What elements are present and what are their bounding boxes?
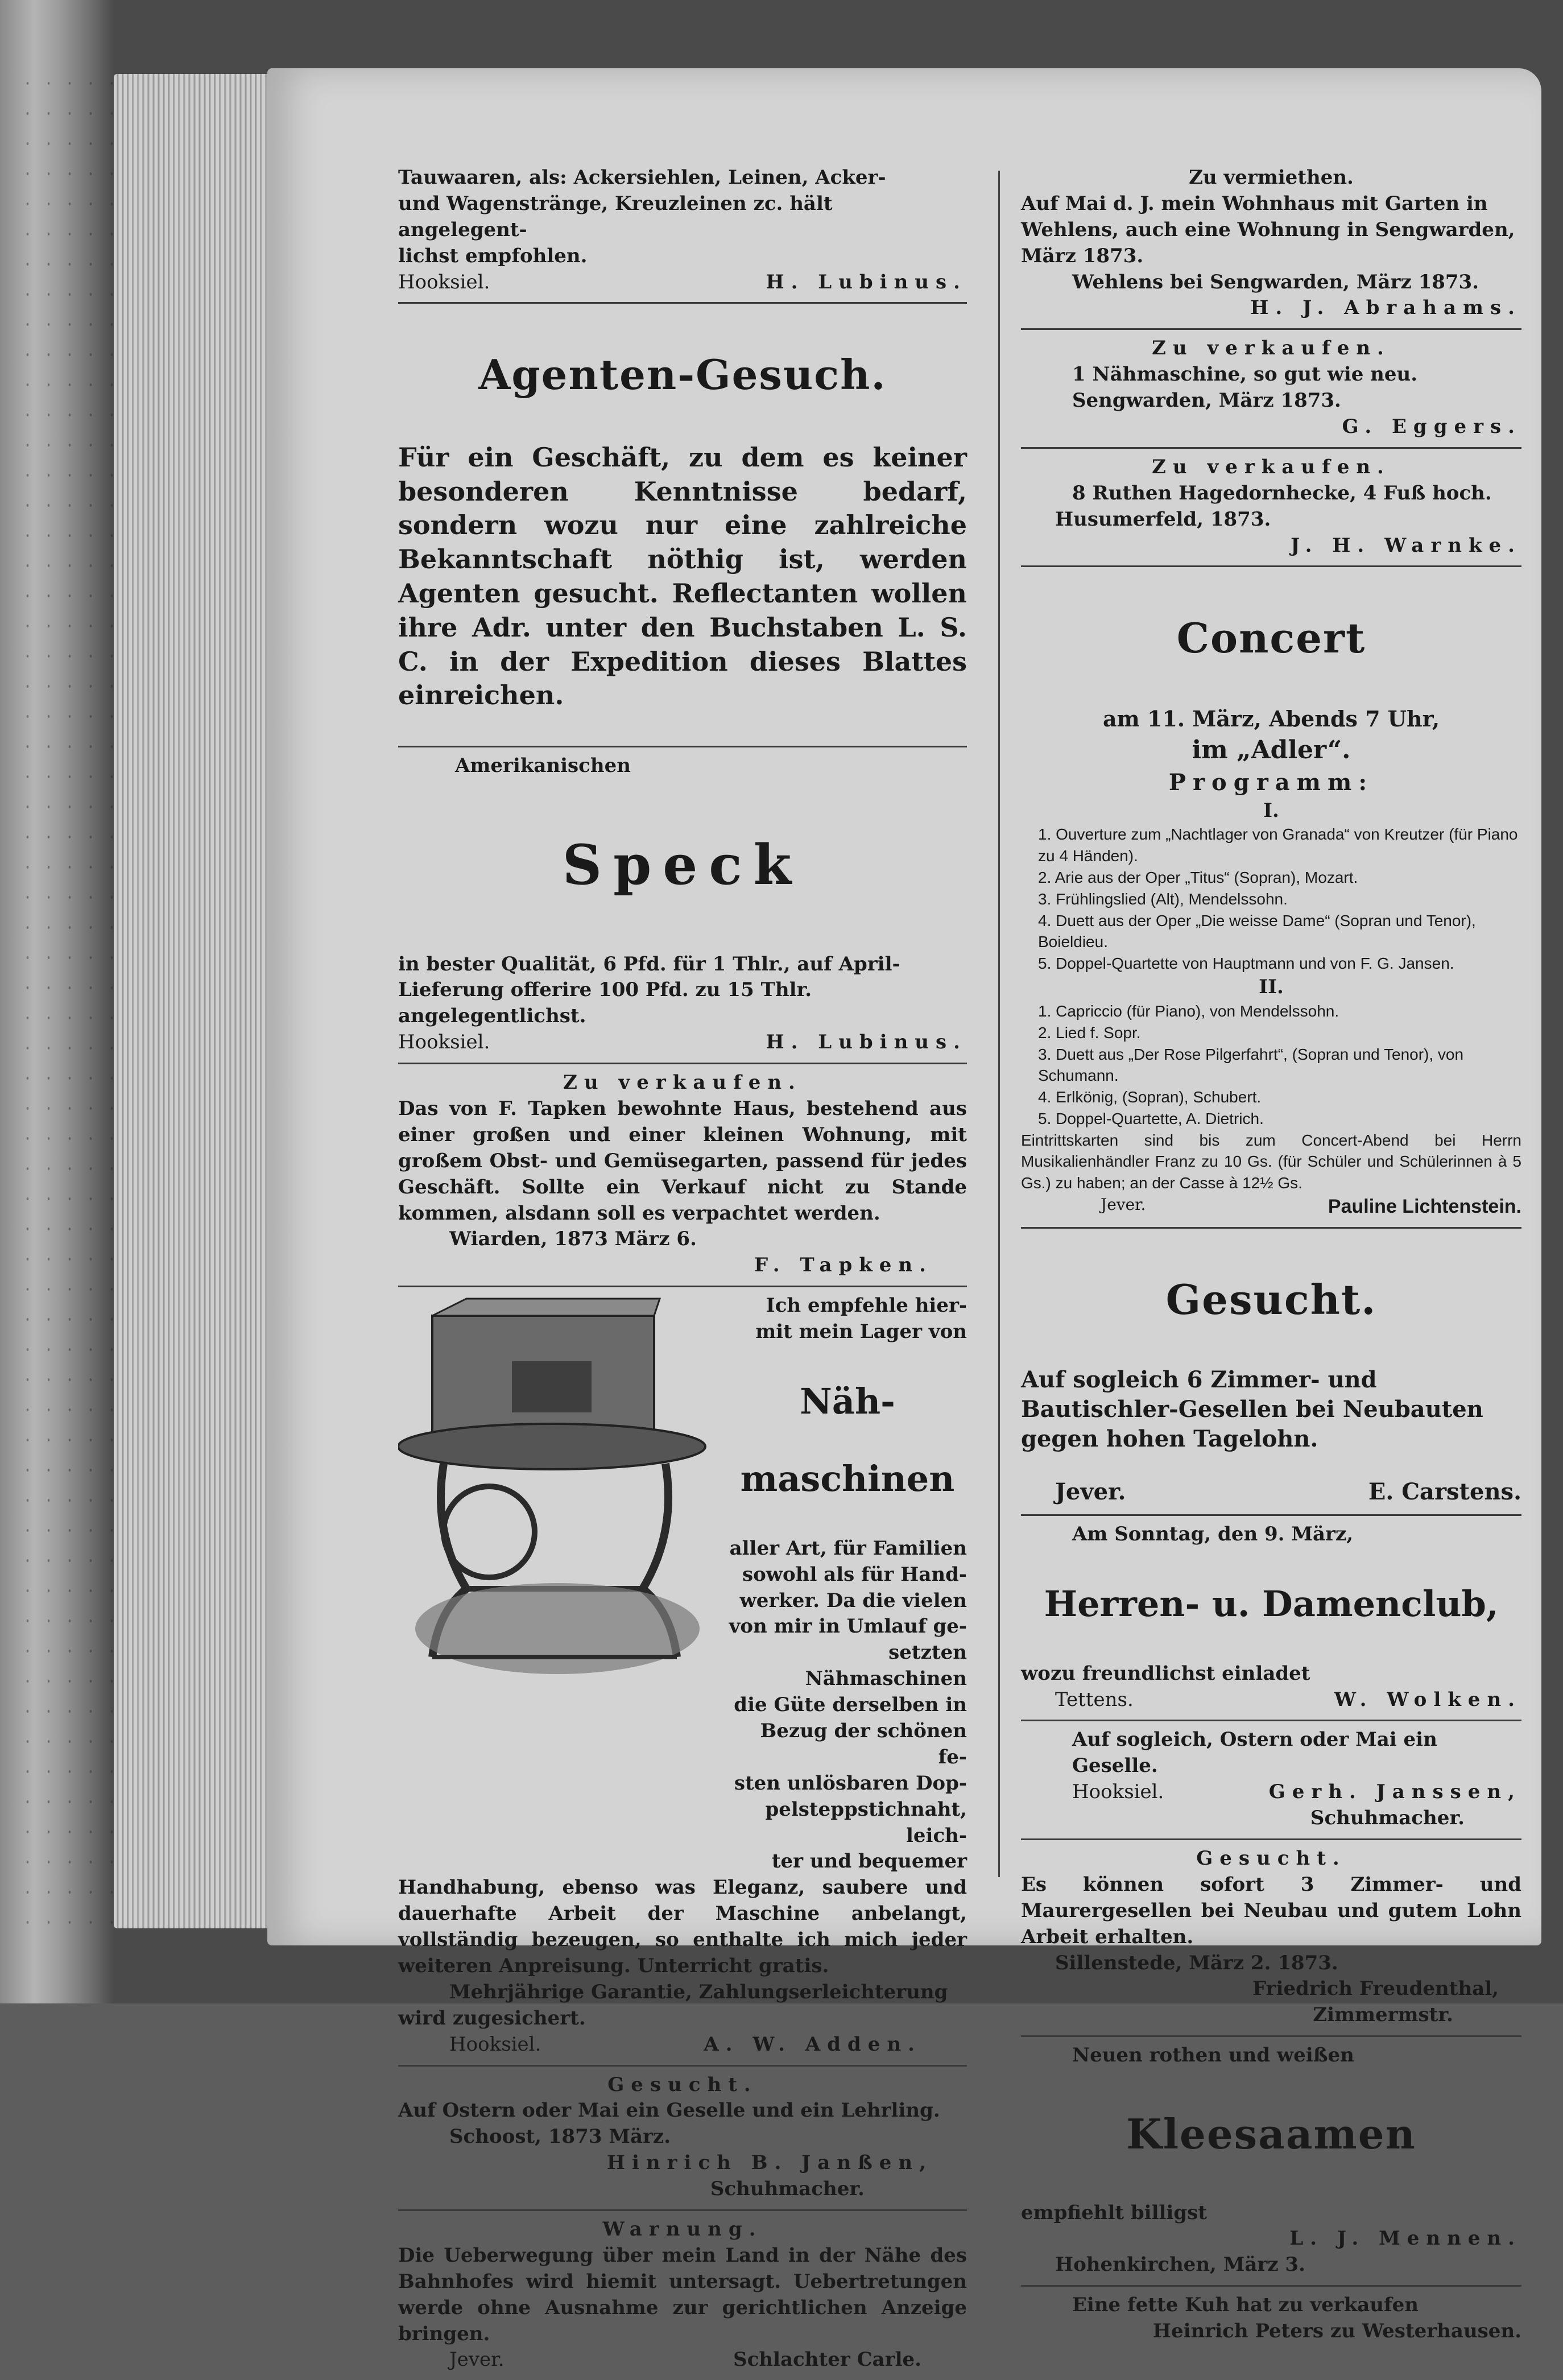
concert-venue: im „Adler“. (1192, 736, 1351, 765)
ad-body: Für ein Geschäft, zu dem es keiner besonderen Kenntnisse bedarf, sondern wozu nur eine zahlreiche Bekanntschaft nöthig ist, werden Agenten gesucht. Reflectanten wollen ihre Adr. unter den Buchstaben L. S. C. in der Expedition dieses Blattes einreichen. (398, 441, 967, 711)
ad-intro: Amerikanischen (455, 754, 631, 778)
ad-line: ter und bequemer (771, 1850, 967, 1873)
ad-vermiethen (1021, 159, 1521, 330)
ad-line: pelsteppstichnaht, leich- (765, 1798, 967, 1847)
programm-item: 5. Doppel-Quartette, A. Dietrich. (1038, 1109, 1264, 1127)
programm-list (1021, 824, 1521, 974)
ad-line: wozu freundlichst einladet (1021, 1662, 1310, 1685)
dateline: Hohenkirchen, März 3. (1055, 2253, 1305, 2276)
advertiser-name: F. Tapken. (754, 1254, 933, 1277)
advertiser-name: Friedrich Freudenthal, (1252, 1977, 1499, 2001)
trade: Schuhmacher. (1310, 1807, 1465, 1830)
ad-body: Es können sofort 3 Zimmer- und Maurergesellen bei Neubau und gutem Lohn Arbeit erhalten. (1021, 1873, 1521, 1948)
ad-gesucht-geselle (398, 2067, 967, 2211)
page-stack-edges (114, 74, 279, 1928)
ad-title: Kleesaamen (1126, 2110, 1416, 2159)
advertiser-name: A. W. Adden. (704, 2032, 921, 2056)
ad-body: 1 Nähmaschine, so gut wie neu. (1072, 363, 1418, 386)
ad-heading: Zu verkaufen. (563, 1071, 802, 1094)
place: Jever. (449, 2348, 505, 2371)
ad-line: Lieferung offerire 100 Pfd. zu 15 Thlr. angelegentlichst. (398, 978, 812, 1028)
left-column (398, 159, 967, 2380)
programm-part: II. (1259, 976, 1284, 999)
ad-intro: Ich empfehle hier- (766, 1294, 967, 1317)
place: Hooksiel. (398, 1031, 490, 1054)
advertiser-name: E. Carstens. (1368, 1478, 1521, 1506)
signature-row (398, 2032, 967, 2058)
advertiser-name: L. J. Mennen. (1289, 2227, 1521, 2250)
programm-item: 2. Arie aus der Oper „Titus“ (Sopran), Mozart. (1038, 869, 1358, 887)
ad-line: Bezug der schönen fe- (760, 1719, 967, 1769)
advertiser-name: H. Lubinus. (766, 270, 967, 294)
ad-body: Auf Mai d. J. mein Wohnhaus mit Garten in Wehlens, auch eine Wohnung in Sengwarden, März 1873. (1021, 192, 1515, 267)
ad-schuhmacher (1021, 1721, 1521, 1840)
ad-heading: Zu vermiethen. (1189, 166, 1354, 189)
ad-line: in bester Qualität, 6 Pfd. für 1 Thlr., auf April- (398, 952, 900, 976)
ad-damenclub (1021, 1516, 1521, 1721)
ad-title: Speck (562, 833, 803, 898)
signature-row (398, 270, 967, 296)
ad-agenten-gesuch (398, 304, 967, 747)
place: Jever. (1101, 1195, 1146, 1214)
ad-tauwaaren (398, 159, 967, 304)
ad-verkaufen-haus (398, 1064, 967, 1287)
place: Jever. (1055, 1478, 1126, 1506)
ad-body: Auf sogleich 6 Zimmer- und Bautischler-Gesellen bei Neubauten gegen hohen Tagelohn. (1021, 1366, 1483, 1453)
dateline: Husumerfeld, 1873. (1055, 507, 1271, 531)
programm-item: 3. Duett aus „Der Rose Pilgerfahrt“, (Sopran und Tenor), von Schumann. (1038, 1045, 1464, 1085)
signature-row (398, 1030, 967, 1056)
signature-row (1021, 1477, 1521, 1507)
dateline: Wiarden, 1873 März 6. (449, 1228, 697, 1251)
advertiser-name: Pauline Lichtenstein. (1328, 1196, 1521, 1218)
ad-line: werker. Da die vielen (739, 1589, 967, 1612)
advertiser-name: W. Wolken. (1334, 1688, 1521, 1711)
place: Hooksiel. (1072, 1780, 1164, 1804)
ad-heading: Warnung. (602, 2218, 763, 2241)
ad-body: 8 Ruthen Hagedornhecke, 4 Fuß hoch. (1072, 481, 1492, 505)
ad-title: Gesucht. (1165, 1275, 1377, 1324)
ad-kleesaamen (1021, 2037, 1521, 2287)
ad-intro: Neuen rothen und weißen (1072, 2044, 1354, 2067)
programm-item: 4. Duett aus der Oper „Die weisse Dame“ (Sopran und Tenor), Boieldieu. (1038, 911, 1476, 951)
tauwaaren-line: Tauwaaren, als: Ackersiehlen, Leinen, Acker- (398, 166, 886, 189)
signature-row (398, 2347, 967, 2373)
ad-body: Eine fette Kuh hat zu verkaufen (1072, 2294, 1419, 2317)
sewing-machine-illustration (398, 1293, 717, 1680)
ad-line: setzten Nähmaschinen (805, 1641, 967, 1691)
advertiser-name: Schlachter Carle. (733, 2348, 921, 2371)
place: Hooksiel. (449, 2032, 541, 2056)
dateline: Schoost, 1873 März. (449, 2125, 671, 2148)
programm-part: I. (1263, 799, 1279, 822)
place: Tettens. (1055, 1688, 1134, 1711)
dateline: Am Sonntag, den 9. März, (1072, 1523, 1354, 1546)
place: Hooksiel. (398, 270, 490, 294)
programm-item: 1. Capriccio (für Piano), von Mendelssohn. (1038, 1002, 1339, 1020)
ad-line: wird zugesichert. (398, 2006, 586, 2030)
programm-item: 3. Frühlingslied (Alt), Mendelssohn. (1038, 890, 1288, 908)
ad-title: Näh- (800, 1380, 895, 1422)
ad-line: sowohl als für Hand- (742, 1563, 967, 1586)
ad-body: Die Ueberwegung über mein Land in der Nähe des Bahnhofes wird hiemit untersagt. Uebertretungen werde ohne Ausnahme zur gerichtlichen Anzeige bringen. (398, 2243, 967, 2345)
tauwaaren-line: und Wagenstränge, Kreuzleinen zc. hält angelegent- (398, 192, 833, 241)
ad-line: die Güte derselben in (734, 1693, 967, 1717)
right-column (1021, 159, 1521, 2352)
trade: Schuhmacher. (710, 2177, 865, 2201)
ad-line: empfiehlt billigst (1021, 2201, 1207, 2224)
ad-gesucht-maurer (1021, 1840, 1521, 2037)
ad-body: Auf Ostern oder Mai ein Geselle und ein Lehrling. (398, 2099, 940, 2122)
advertiser-name: G. Eggers. (1342, 415, 1521, 439)
ad-title: maschinen (740, 1458, 955, 1500)
advertiser-name: J. H. Warnke. (1291, 534, 1521, 557)
machine-ad-layout (398, 1293, 967, 1875)
ad-body: Das von F. Tapken bewohnte Haus, bestehend aus einer großen und einer kleinen Wohnung, mit großem Obst- und Gemüsegarten, passend für jedes Geschäft. Sollte ein Verkauf nicht zu Stande kommen, alsdann soll es verpachtet werden. (398, 1097, 967, 1225)
ad-line: Mehrjährige Garantie, Zahlungserleichterung (449, 1980, 948, 2003)
tauwaaren-line: lichst empfohlen. (398, 244, 588, 267)
ad-line: aller Art, für Familien (729, 1536, 967, 1560)
dateline: Sengwarden, März 1873. (1072, 389, 1341, 412)
ad-heading: Gesucht. (607, 2073, 758, 2096)
ad-verkaufen-hecke (1021, 449, 1521, 568)
trade: Zimmermstr. (1313, 2003, 1453, 2027)
ad-title: Concert (1176, 614, 1366, 663)
column-divider (998, 171, 1000, 1877)
advertiser-name: Gerh. Janssen, (1268, 1780, 1521, 1804)
machine-side-text (728, 1293, 967, 1875)
ad-speck (398, 747, 967, 1064)
programm-heading: Programm: (1168, 768, 1374, 796)
programm-item: 4. Erlkönig, (Sopran), Schubert. (1038, 1088, 1262, 1106)
ad-verkaufen-naehmaschine (1021, 330, 1521, 449)
ad-naehmaschinen (398, 1287, 967, 2066)
ad-line: von mir in Umlauf ge- (729, 1615, 967, 1638)
ad-line: sten unlösbaren Dop- (734, 1771, 967, 1795)
concert-time: am 11. März, Abends 7 Uhr, (1102, 705, 1440, 732)
signature-row (1021, 1687, 1521, 1713)
signature-row (1021, 1194, 1521, 1220)
programm-item: 5. Doppel-Quartette von Hauptmann und von F. G. Jansen. (1038, 955, 1454, 973)
advertiser-name: Heinrich Peters zu Westerhausen. (1152, 2320, 1521, 2343)
signature-row (1021, 1779, 1521, 1805)
dateline: Sillenstede, März 2. 1873. (1055, 1951, 1338, 1974)
ad-heading: Gesucht. (1196, 1846, 1346, 1870)
ad-title: Agenten-Gesuch. (478, 350, 887, 399)
ad-title: Herren- u. Damenclub, (1044, 1583, 1499, 1625)
programm-item: 2. Lied f. Sopr. (1038, 1023, 1141, 1042)
advertiser-name: H. Lubinus. (766, 1031, 967, 1054)
ad-kuh (1021, 2287, 1521, 2352)
ad-heading: Zu verkaufen. (1152, 455, 1391, 478)
ad-body: Auf sogleich, Ostern oder Mai ein Geselle. (1072, 1728, 1437, 1778)
ad-concert (1021, 567, 1521, 1229)
dateline: Wehlens bei Sengwarden, März 1873. (1072, 270, 1479, 294)
ad-heading: Zu verkaufen. (1152, 337, 1391, 360)
advertiser-name: Hinrich B. Janßen, (606, 2151, 933, 2175)
programm-item: 1. Ouverture zum „Nachtlager von Granada“ von Kreutzer (für Piano zu 4 Händen). (1038, 825, 1518, 865)
ticket-info: Eintrittskarten sind bis zum Concert-Abend bei Herrn Musikalienhändler Franz zu 10 Gs. (für Schüler und Schülerinnen à 5 Gs.) zu haben; an der Casse à 12½ Gs. (1021, 1131, 1521, 1192)
advertiser-name: H. J. Abrahams. (1250, 296, 1521, 320)
ad-body: Handhabung, ebenso was Eleganz, saubere und dauerhafte Arbeit der Maschine anbelangt, vollständig bezeugen, so enthalte ich mich jeder weiteren Anpreisung. Unterricht gratis. (398, 1876, 967, 1977)
ad-intro: mit mein Lager von (755, 1320, 967, 1344)
ad-gesucht-tischler (1021, 1229, 1521, 1516)
programm-list (1021, 1001, 1521, 1130)
ad-warnung (398, 2211, 967, 2380)
